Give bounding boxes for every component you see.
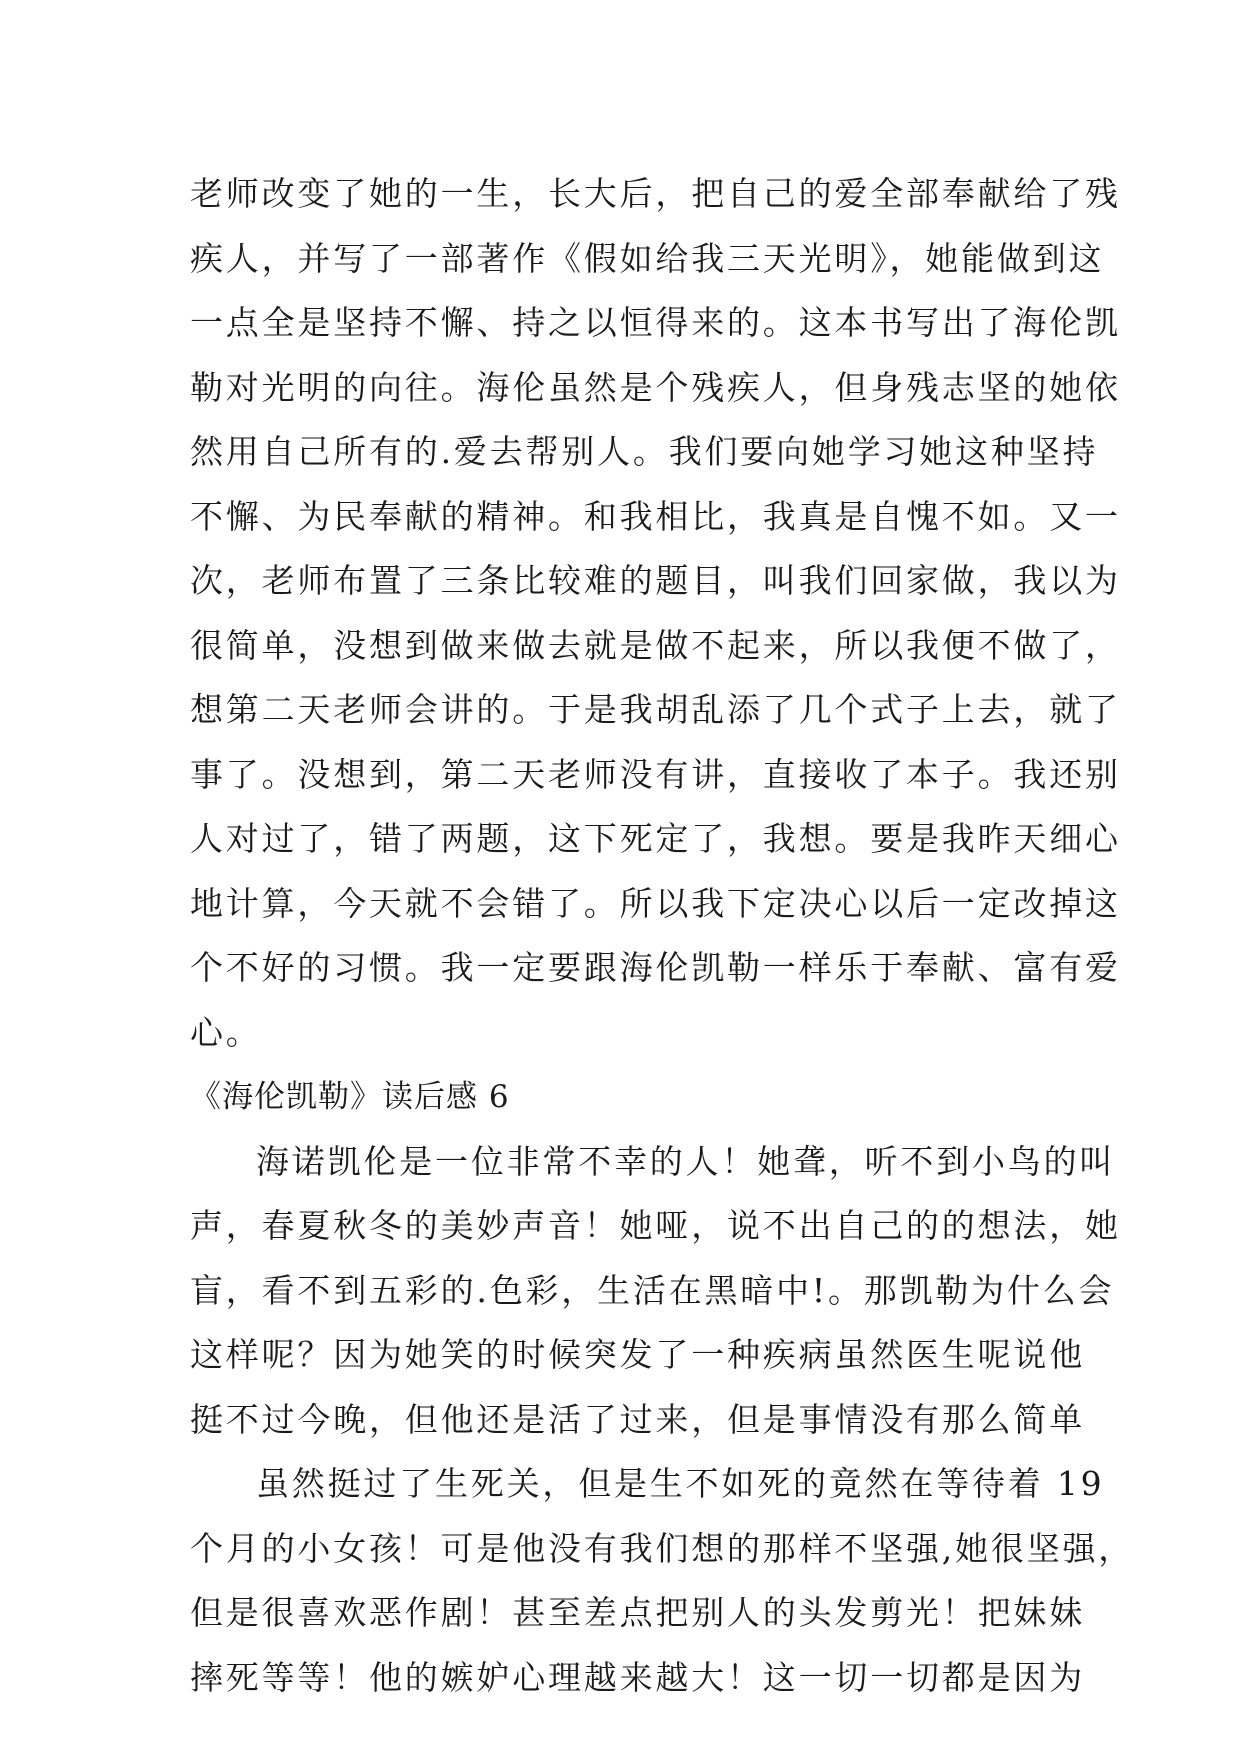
text-line: 勒对光明的向往。海伦虽然是个残疾人，但身残志坚的她依 xyxy=(190,367,1121,407)
paragraph-continued xyxy=(190,162,1121,1065)
text-line: 个月的小女孩！可是他没有我们想的那样不坚强,她很坚强， xyxy=(190,1528,1135,1568)
text-line: 心。 xyxy=(190,1012,262,1052)
section-heading: 《海伦凯勒》读后感 6 xyxy=(190,1079,510,1115)
text-line: 不懈、为民奉献的精神。和我相比，我真是自愧不如。又一 xyxy=(190,496,1121,536)
text-line: 虽然挺过了生死关，但是生不如死的竟然在等待着 19 xyxy=(256,1464,1105,1503)
text-line: 很简单，没想到做来做去就是做不起来，所以我便不做了， xyxy=(190,625,1121,665)
text-line: 疾人，并写了一部著作《假如给我三天光明》，她能做到这 xyxy=(190,238,1105,278)
text-line: 个不好的习惯。我一定要跟海伦凯勒一样乐于奉献、富有爱 xyxy=(190,948,1121,987)
text-line: 但是很喜欢恶作剧！甚至差点把别人的头发剪光！把妹妹 xyxy=(190,1593,1085,1632)
text-line: 想第二天老师会讲的。于是我胡乱添了几个式子上去，就了 xyxy=(190,690,1121,729)
text-line: 事了。没想到，第二天老师没有讲，直接收了本子。我还别 xyxy=(190,754,1121,794)
paragraph xyxy=(190,1130,1121,1453)
text-line: 摔死等等！他的嫉妒心理越来越大！这一切一切都是因为 xyxy=(190,1657,1085,1697)
text-line: 次，老师布置了三条比较难的题目，叫我们回家做，我以为 xyxy=(190,561,1121,600)
text-line: 地计算，今天就不会错了。所以我下定决心以后一定改掉这 xyxy=(190,883,1121,923)
text-line: 声，春夏秋冬的美妙声音！她哑，说不出自己的的想法，她 xyxy=(190,1206,1121,1245)
text-line: 一点全是坚持不懈、持之以恒得来的。这本书写出了海伦凯 xyxy=(190,303,1121,342)
text-line: 海诺凯伦是一位非常不幸的人！她聋，听不到小鸟的叫 xyxy=(256,1141,1116,1181)
text-line: 这样呢？因为她笑的时候突发了一种疾病虽然医生呢说他 xyxy=(190,1335,1085,1374)
text-line: 人对过了，错了两题，这下死定了，我想。要是我昨天细心 xyxy=(190,819,1121,858)
text-line: 盲，看不到五彩的.色彩，生活在黑暗中!。那凯勒为什么会 xyxy=(190,1270,1115,1310)
text-line: 老师改变了她的一生，长大后，把自己的爱全部奉献给了残 xyxy=(190,174,1121,213)
text-line: 然用自己所有的.爱去帮别人。我们要向她学习她这种坚持 xyxy=(190,432,1099,471)
text-line: 挺不过今晚，但他还是活了过来，但是事情没有那么简单 xyxy=(190,1399,1085,1439)
paragraph xyxy=(190,1452,1135,1710)
document-body xyxy=(190,162,1135,1710)
